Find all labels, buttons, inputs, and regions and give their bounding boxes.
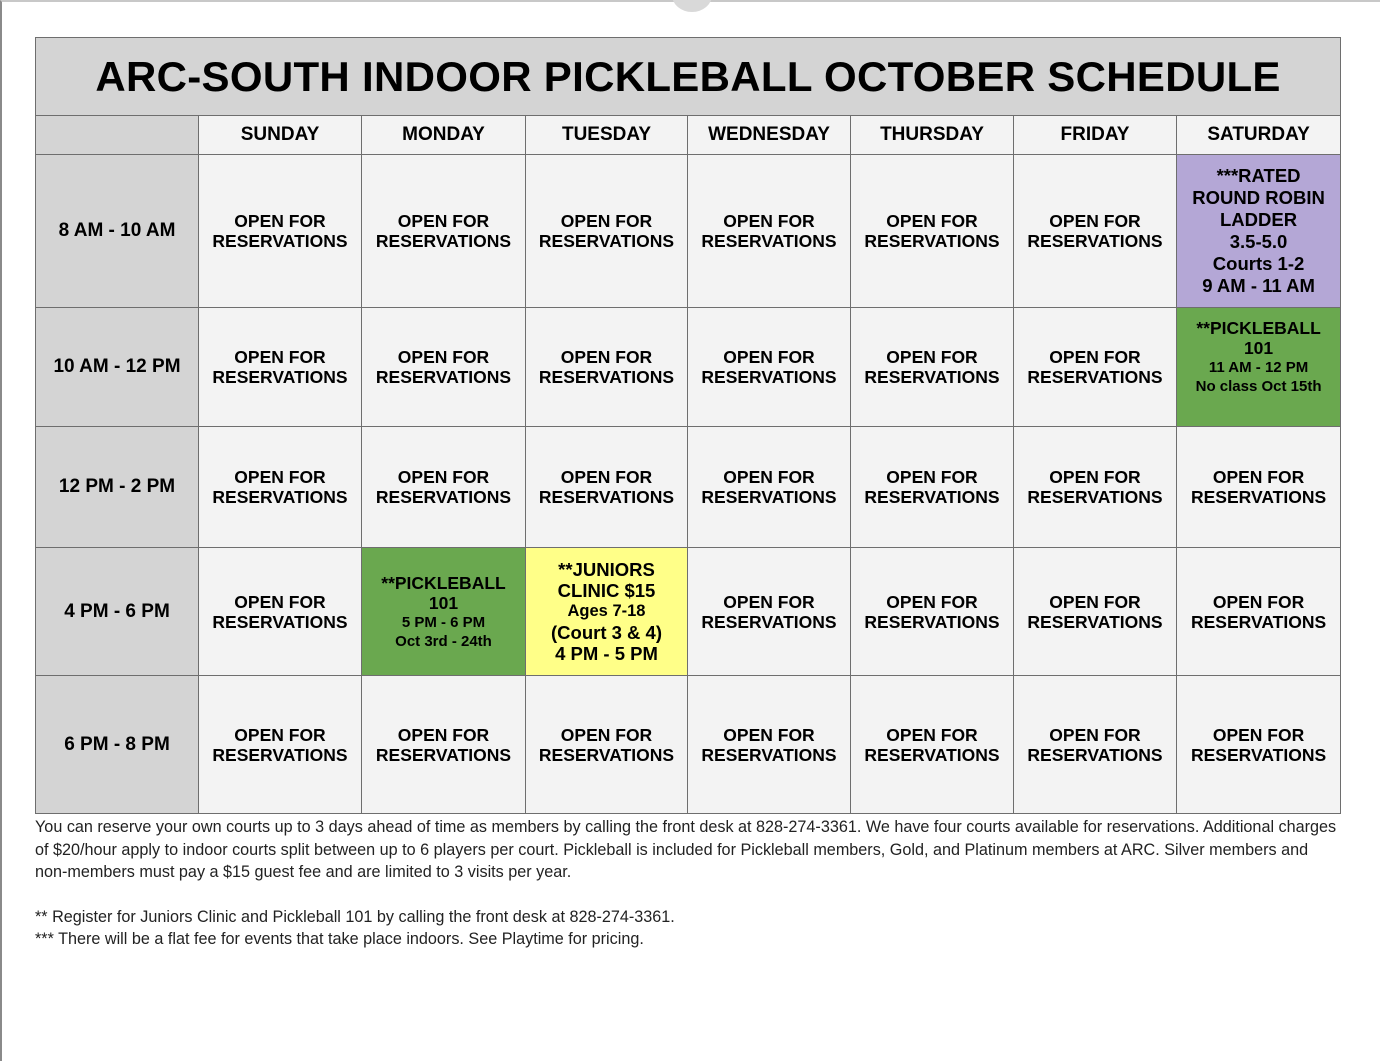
open-slot: OPEN FOR RESERVATIONS bbox=[1177, 548, 1341, 676]
open-slot: OPEN FOR RESERVATIONS bbox=[526, 676, 688, 814]
open-slot: OPEN FOR RESERVATIONS bbox=[362, 155, 526, 308]
open-slot: OPEN FOR RESERVATIONS bbox=[688, 155, 851, 308]
open-slot: OPEN FOR RESERVATIONS bbox=[1014, 155, 1177, 308]
footnote-flat-fee: *** There will be a flat fee for events that take place indoors. See Playtime for pricing. bbox=[35, 930, 644, 948]
schedule-table bbox=[35, 37, 1341, 814]
time-row bbox=[36, 308, 1341, 427]
open-slot: OPEN FOR RESERVATIONS bbox=[851, 676, 1014, 814]
open-slot: OPEN FOR RESERVATIONS bbox=[362, 427, 526, 548]
open-slot: OPEN FOR RESERVATIONS bbox=[199, 427, 362, 548]
open-slot: OPEN FOR RESERVATIONS bbox=[851, 308, 1014, 427]
page-title: ARC-SOUTH INDOOR PICKLEBALL OCTOBER SCHEDULE bbox=[36, 38, 1341, 116]
time-slot-label: 4 PM - 6 PM bbox=[36, 548, 199, 676]
open-slot: OPEN FOR RESERVATIONS bbox=[1014, 676, 1177, 814]
open-slot: OPEN FOR RESERVATIONS bbox=[688, 676, 851, 814]
reservation-info: You can reserve your own courts up to 3 days ahead of time as members by calling the front desk at 828-274-3361. We have four courts available for reservations. Additional charges of $20/hour apply to indoor courts split between up to 6 players per court. Pickleball is included for Pickleball members, Gold, and Platinum members at ARC. Silver members and non-members must pay a $15 guest fee and are limited to 3 visits per year. bbox=[35, 818, 1337, 881]
corner-cell bbox=[36, 116, 199, 155]
open-slot: OPEN FOR RESERVATIONS bbox=[199, 548, 362, 676]
open-slot: OPEN FOR RESERVATIONS bbox=[526, 308, 688, 427]
time-row bbox=[36, 676, 1341, 814]
open-slot: OPEN FOR RESERVATIONS bbox=[688, 308, 851, 427]
open-slot: OPEN FOR RESERVATIONS bbox=[362, 676, 526, 814]
time-row bbox=[36, 155, 1341, 308]
day-header: TUESDAY bbox=[526, 116, 688, 155]
open-slot: OPEN FOR RESERVATIONS bbox=[1014, 427, 1177, 548]
time-slot-label: 8 AM - 10 AM bbox=[36, 155, 199, 308]
open-slot: OPEN FOR RESERVATIONS bbox=[851, 548, 1014, 676]
open-slot: OPEN FOR RESERVATIONS bbox=[688, 548, 851, 676]
day-header: MONDAY bbox=[362, 116, 526, 155]
time-slot-label: 10 AM - 12 PM bbox=[36, 308, 199, 427]
day-header: FRIDAY bbox=[1014, 116, 1177, 155]
open-slot: OPEN FOR RESERVATIONS bbox=[851, 427, 1014, 548]
time-row bbox=[36, 427, 1341, 548]
open-slot: OPEN FOR RESERVATIONS bbox=[362, 308, 526, 427]
open-slot: OPEN FOR RESERVATIONS bbox=[688, 427, 851, 548]
time-row bbox=[36, 548, 1341, 676]
time-slot-label: 12 PM - 2 PM bbox=[36, 427, 199, 548]
day-header: THURSDAY bbox=[851, 116, 1014, 155]
day-header-row bbox=[36, 116, 1341, 155]
day-header: WEDNESDAY bbox=[688, 116, 851, 155]
open-slot: OPEN FOR RESERVATIONS bbox=[199, 676, 362, 814]
time-slot-label: 6 PM - 8 PM bbox=[36, 676, 199, 814]
open-slot: OPEN FOR RESERVATIONS bbox=[851, 155, 1014, 308]
open-slot: OPEN FOR RESERVATIONS bbox=[1014, 548, 1177, 676]
open-slot: OPEN FOR RESERVATIONS bbox=[199, 308, 362, 427]
open-slot: OPEN FOR RESERVATIONS bbox=[1014, 308, 1177, 427]
event-rated-round-robin-ladder: ***RATED ROUND ROBIN LADDER 3.5-5.0 Courts 1-2 9 AM - 11 AM bbox=[1177, 155, 1341, 308]
open-slot: OPEN FOR RESERVATIONS bbox=[526, 427, 688, 548]
open-slot: OPEN FOR RESERVATIONS bbox=[199, 155, 362, 308]
footnote-register: ** Register for Juniors Clinic and Pickleball 101 by calling the front desk at 828-274-3361. bbox=[35, 907, 675, 926]
event-juniors-clinic: **JUNIORS CLINIC $15 Ages 7-18 (Court 3 & 4) 4 PM - 5 PM bbox=[526, 548, 688, 676]
schedule-notes bbox=[35, 816, 1345, 951]
event-pickleball-101-monday: **PICKLEBALL 101 5 PM - 6 PM Oct 3rd - 24th bbox=[362, 548, 526, 676]
day-header: SATURDAY bbox=[1177, 116, 1341, 155]
day-header: SUNDAY bbox=[199, 116, 362, 155]
open-slot: OPEN FOR RESERVATIONS bbox=[526, 155, 688, 308]
open-slot: OPEN FOR RESERVATIONS bbox=[1177, 676, 1341, 814]
open-slot: OPEN FOR RESERVATIONS bbox=[1177, 427, 1341, 548]
event-pickleball-101-saturday: **PICKLEBALL 101 11 AM - 12 PM No class Oct 15th bbox=[1177, 308, 1341, 427]
